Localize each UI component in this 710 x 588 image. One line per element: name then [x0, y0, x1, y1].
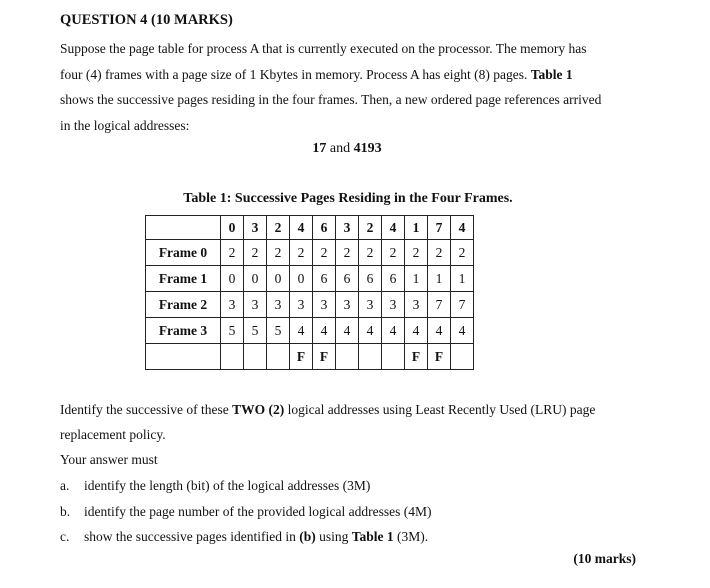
task-text: (3M).	[393, 529, 429, 544]
frame-cell: 4	[428, 318, 451, 344]
task-letter: a.	[60, 478, 70, 493]
frame-row	[146, 266, 474, 292]
frame-cell: 6	[336, 266, 359, 292]
frame-cell: 0	[244, 266, 267, 292]
reference-cell: 7	[428, 216, 451, 240]
frame-cell: 2	[290, 240, 313, 266]
task-text: identify the length (bit) of the logical addresses (3M)	[84, 478, 371, 493]
frame-cell: 4	[382, 318, 405, 344]
fault-cell	[244, 344, 267, 370]
frame-cell: 2	[451, 240, 474, 266]
instructions	[60, 397, 660, 472]
task-bold: Table 1	[351, 529, 394, 544]
frame-cell: 2	[428, 240, 451, 266]
table-caption-text: Table 1: Successive Pages Residing in the Four Frames.	[183, 191, 513, 206]
frame-cell: 4	[336, 318, 359, 344]
instruction-line: replacement policy.	[60, 427, 166, 442]
fault-cell	[336, 344, 359, 370]
frame-cell: 5	[221, 318, 244, 344]
question-title: QUESTION 4 (10 MARKS)	[60, 12, 233, 28]
fault-cell: F	[428, 344, 451, 370]
frame-cell: 2	[382, 240, 405, 266]
task-text: show the successive pages identified in	[84, 529, 300, 544]
frame-cell: 1	[428, 266, 451, 292]
intro-line: Suppose the page table for process A that is currently executed on the processor. The memory has	[60, 41, 587, 56]
frame-cell: 3	[244, 292, 267, 318]
reference-cell: 3	[336, 216, 359, 240]
fault-cell: F	[290, 344, 313, 370]
task-list	[60, 473, 432, 550]
instruction-line	[60, 397, 660, 422]
reference-cell: 6	[313, 216, 336, 240]
frame-cell: 7	[428, 292, 451, 318]
instruction-bold: TWO (2)	[232, 402, 285, 417]
reference-cell: 4	[451, 216, 474, 240]
intro-paragraph	[60, 36, 650, 138]
total-marks: (10 marks)	[573, 551, 636, 566]
page-frames-table	[145, 215, 474, 370]
reference-cell: 3	[244, 216, 267, 240]
frame-cell: 5	[244, 318, 267, 344]
frame-cell: 7	[451, 292, 474, 318]
frame-cell: 1	[451, 266, 474, 292]
task-item	[60, 524, 432, 550]
logical-addresses	[0, 141, 710, 157]
reference-cell: 2	[359, 216, 382, 240]
frame-cell: 0	[267, 266, 290, 292]
frame-cell: 2	[244, 240, 267, 266]
frame-cell: 6	[382, 266, 405, 292]
header-label-cell	[146, 216, 221, 240]
frame-cell: 6	[313, 266, 336, 292]
intro-line: shows the successive pages residing in the four frames. Then, a new ordered page references arrived	[60, 92, 602, 107]
address-first: 17	[312, 141, 327, 156]
frame-cell: 4	[359, 318, 382, 344]
frame-cell: 4	[405, 318, 428, 344]
table-caption	[0, 191, 710, 207]
frame-cell: 3	[313, 292, 336, 318]
frame-cell: 3	[382, 292, 405, 318]
intro-line	[60, 62, 650, 88]
fault-cell	[221, 344, 244, 370]
frame-label: Frame 3	[146, 318, 221, 344]
frame-row	[146, 292, 474, 318]
frame-label: Frame 2	[146, 292, 221, 318]
frame-cell: 4	[290, 318, 313, 344]
task-text: using	[315, 529, 352, 544]
fault-cell: F	[405, 344, 428, 370]
frame-cell: 6	[359, 266, 382, 292]
page-fault-row	[146, 344, 474, 370]
frame-cell: 2	[313, 240, 336, 266]
instruction-text: Identify the successive of these	[60, 402, 233, 417]
fault-cell	[267, 344, 290, 370]
address-second: 4193	[353, 141, 382, 156]
frame-label: Frame 1	[146, 266, 221, 292]
task-letter: c.	[60, 529, 70, 544]
frame-cell: 2	[405, 240, 428, 266]
frame-cell: 4	[313, 318, 336, 344]
reference-cell: 4	[290, 216, 313, 240]
frame-cell: 1	[405, 266, 428, 292]
frame-cell: 0	[221, 266, 244, 292]
intro-text: four (4) frames with a page size of 1 Kbytes in memory. Process A has eight (8) pages.	[60, 66, 528, 82]
instruction-line: Your answer must	[60, 452, 158, 467]
fault-cell	[359, 344, 382, 370]
instruction-text: logical addresses using Least Recently Used (LRU) page	[284, 402, 596, 417]
frame-label: Frame 0	[146, 240, 221, 266]
task-item	[60, 499, 432, 525]
task-bold: (b)	[299, 529, 316, 544]
intro-line: in the logical addresses:	[60, 117, 190, 133]
frame-cell: 3	[405, 292, 428, 318]
frame-cell: 2	[221, 240, 244, 266]
frame-cell: 2	[336, 240, 359, 266]
frame-cell: 2	[267, 240, 290, 266]
frame-cell: 2	[359, 240, 382, 266]
frame-cell: 0	[290, 266, 313, 292]
fault-cell	[382, 344, 405, 370]
frame-cell: 3	[267, 292, 290, 318]
reference-cell: 4	[382, 216, 405, 240]
frame-cell: 3	[336, 292, 359, 318]
frame-cell: 3	[359, 292, 382, 318]
frame-cell: 4	[451, 318, 474, 344]
fault-cell	[451, 344, 474, 370]
reference-cell: 1	[405, 216, 428, 240]
reference-cell: 2	[267, 216, 290, 240]
frame-row	[146, 318, 474, 344]
address-joiner: and	[326, 141, 354, 156]
frame-cell: 5	[267, 318, 290, 344]
frame-row	[146, 240, 474, 266]
fault-cell: F	[313, 344, 336, 370]
task-letter: b.	[60, 503, 71, 519]
reference-cell: 0	[221, 216, 244, 240]
table-reference: Table 1	[530, 66, 573, 82]
frame-cell: 3	[221, 292, 244, 318]
reference-string-row	[146, 216, 474, 240]
task-text: identify the page number of the provided logical addresses (4M)	[84, 503, 432, 519]
frame-cell: 3	[290, 292, 313, 318]
task-item	[60, 473, 432, 499]
fault-label-cell	[146, 344, 221, 370]
